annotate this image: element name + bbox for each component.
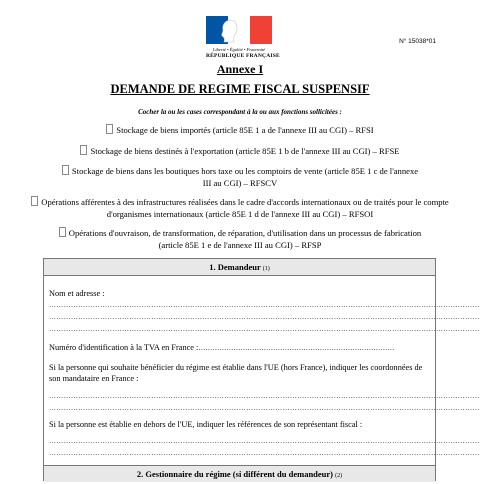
section-note: (1): [262, 266, 270, 272]
option-rfsp[interactable]: [58, 227, 422, 251]
checkbox-icon[interactable]: [80, 145, 87, 155]
checkbox-icon[interactable]: [59, 227, 66, 237]
form-number: N° 15038*01: [399, 38, 436, 45]
flag-icon: [206, 16, 272, 44]
non-eu-representative-field[interactable]: ……………………………………………………………………………………………………………………………………………………………: [49, 437, 480, 445]
option-rfse[interactable]: [24, 145, 456, 157]
vat-number-label: Numéro d'identification à la TVA en France :: [49, 343, 199, 352]
checkbox-icon[interactable]: [106, 124, 113, 134]
checkbox-icon[interactable]: [31, 196, 38, 206]
option-rfsoi[interactable]: [24, 196, 456, 220]
vat-number-field[interactable]: Numéro d'identification à la TVA en France :…………………………………………………………………………: [49, 343, 395, 352]
instruction-text: Cocher la ou les cases correspondant à la ou aux fonctions sollicitées :: [138, 108, 342, 116]
name-address-field[interactable]: ……………………………………………………………………………………………………………………………………………………………: [49, 313, 480, 321]
eu-representative-label: Si la personne qui souhaite bénéficier du régime est établie dans l'UE (hors France), indiquer les coordonnées de son mandataire en France :: [49, 363, 423, 383]
checkbox-icon[interactable]: [62, 165, 69, 175]
option-label: Stockage de biens dans les boutiques hors taxe ou les comptoirs de vente (article 85E 1 c de l'annexe III au CGI) – RFSCV: [71, 166, 419, 188]
section-title: 1. Demandeur: [209, 262, 261, 272]
non-eu-representative-field[interactable]: ……………………………………………………………………………………………………………………………………………………………: [49, 449, 480, 457]
option-label: Stockage de biens destinés à l'exportation (article 85E 1 b de l'annexe III au CGI) – RFSE: [90, 146, 400, 156]
name-address-label: Nom et adresse :: [49, 289, 105, 298]
motto: Liberté • Égalité • Fraternité: [212, 47, 266, 52]
section-header-applicant: [44, 259, 435, 276]
name-address-field[interactable]: ……………………………………………………………………………………………………………………………………………………………: [49, 301, 480, 309]
eu-representative-field[interactable]: ……………………………………………………………………………………………………………………………………………………………: [49, 392, 480, 400]
eu-representative-field[interactable]: ……………………………………………………………………………………………………………………………………………………………: [49, 404, 480, 412]
applicant-section: [43, 258, 480, 481]
page-title: DEMANDE DE REGIME FISCAL SUSPENSIF: [110, 82, 370, 96]
option-rfscv[interactable]: [60, 165, 420, 189]
republic-label: RÉPUBLIQUE FRANÇAISE: [206, 53, 280, 59]
option-label: Opérations d'ouvraison, de transformation, de réparation, d'utilisation dans un processus de fabrication (article 85E 1 e de l'annexe III au CGI) – RFSP: [68, 228, 422, 250]
section-title: 2. Gestionnaire du régime (si différent du demandeur): [136, 469, 333, 479]
section-note: (2): [335, 473, 343, 479]
marianne-profile-icon: [216, 18, 238, 44]
section-header-manager: [44, 465, 435, 482]
option-rfsi[interactable]: [24, 124, 456, 136]
name-address-field[interactable]: ……………………………………………………………………………………………………………………………………………………………: [49, 325, 480, 333]
option-label: Opérations afférentes à des infrastructures réalisées dans le cadre d'accords internationaux ou de traités pour le compte d'organismes internationaux (article 85E 1 d de l'annexe III au CGI) – RFSOI: [41, 197, 449, 219]
marianne-logo: [206, 16, 280, 59]
annexe-title: Annexe I: [216, 62, 264, 76]
option-label: Stockage de biens importés (article 85E 1 a de l'annexe III au CGI) – RFSI: [116, 125, 374, 135]
non-eu-representative-label: Si la personne est établie en dehors de l'UE, indiquer les références de son représentant fiscal :: [49, 420, 363, 429]
